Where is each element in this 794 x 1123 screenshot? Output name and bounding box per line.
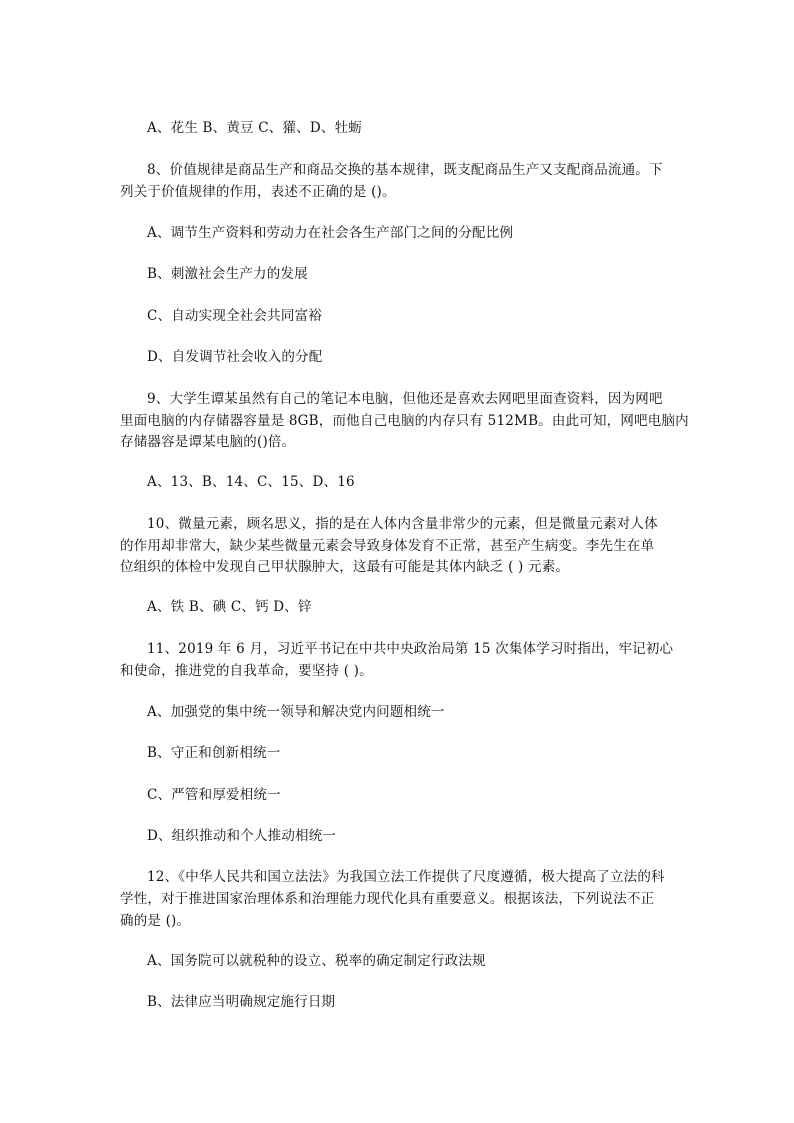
question-11-line-2: 和使命，推进党的自我革命，要坚持 ( )。 (120, 663, 373, 679)
question-12-line-1: 12、《中华人民共和国立法法》为我国立法工作提供了尺度遵循，极大提高了立法的科 (147, 869, 665, 885)
question-8-line-2: 列关于价值规律的作用，表述不正确的是 ()。 (120, 184, 396, 200)
question-9-line-3: 存储器容是谭某电脑的()倍。 (120, 434, 296, 450)
question-9-line-1: 9、大学生谭某虽然有自己的笔记本电脑，但他还是喜欢去网吧里面查资料，因为网吧 (147, 391, 663, 407)
question-10-line-2: 的作用却非常大，缺少某些微量元素会导致身体发育不正常，甚至产生病变。李先生在单 (120, 538, 655, 554)
option-line: A、调节生产资料和劳动力在社会各生产部门之间的分配比例 (147, 225, 514, 241)
option-line: A、铁 B、碘 C、钙 D、锌 (147, 599, 312, 615)
question-12-line-2: 学性，对于推进国家治理体系和治理能力现代化具有重要意义。根据该法，下列说法不正 (120, 891, 655, 907)
option-line: A、花生 B、黄豆 C、獾、D、牡蛎 (147, 120, 363, 136)
option-line: A、13、B、14、C、15、D、16 (147, 474, 355, 490)
question-10-line-1: 10、微量元素，顾名思义，指的是在人体内含量非常少的元素，但是微量元素对人体 (147, 516, 658, 532)
question-9-line-2: 里面电脑的内存储器容量是 8GB，而他自己电脑的内存只有 512MB。由此可知，网吧电脑内 (120, 413, 689, 429)
option-line: D、组织推动和个人推动相统一 (147, 828, 337, 844)
question-12-line-3: 确的是 ()。 (120, 913, 191, 929)
question-11-line-1: 11、2019 年 6 月，习近平书记在中共中央政治局第 15 次集体学习时指出，牢记初心 (147, 641, 674, 657)
option-line: D、自发调节社会收入的分配 (147, 349, 323, 365)
option-line: C、严管和厚爱相统一 (147, 787, 281, 803)
option-line: A、加强党的集中统一领导和解决党内问题相统一 (147, 704, 445, 720)
option-line: B、守正和创新相统一 (147, 745, 281, 761)
question-10-line-3: 位组织的体检中发现自己甲状腺肿大，这最有可能是其体内缺乏 ( ) 元素。 (120, 559, 570, 575)
option-line: A、国务院可以就税种的设立、税率的确定制定行政法规 (147, 953, 486, 969)
option-line: B、刺激社会生产力的发展 (147, 266, 308, 282)
option-line: C、自动实现全社会共同富裕 (147, 308, 322, 324)
question-8-line-1: 8、价值规律是商品生产和商品交换的基本规律，既支配商品生产又支配商品流通。下 (147, 162, 663, 178)
option-line: B、法律应当明确规定施行日期 (147, 994, 336, 1010)
